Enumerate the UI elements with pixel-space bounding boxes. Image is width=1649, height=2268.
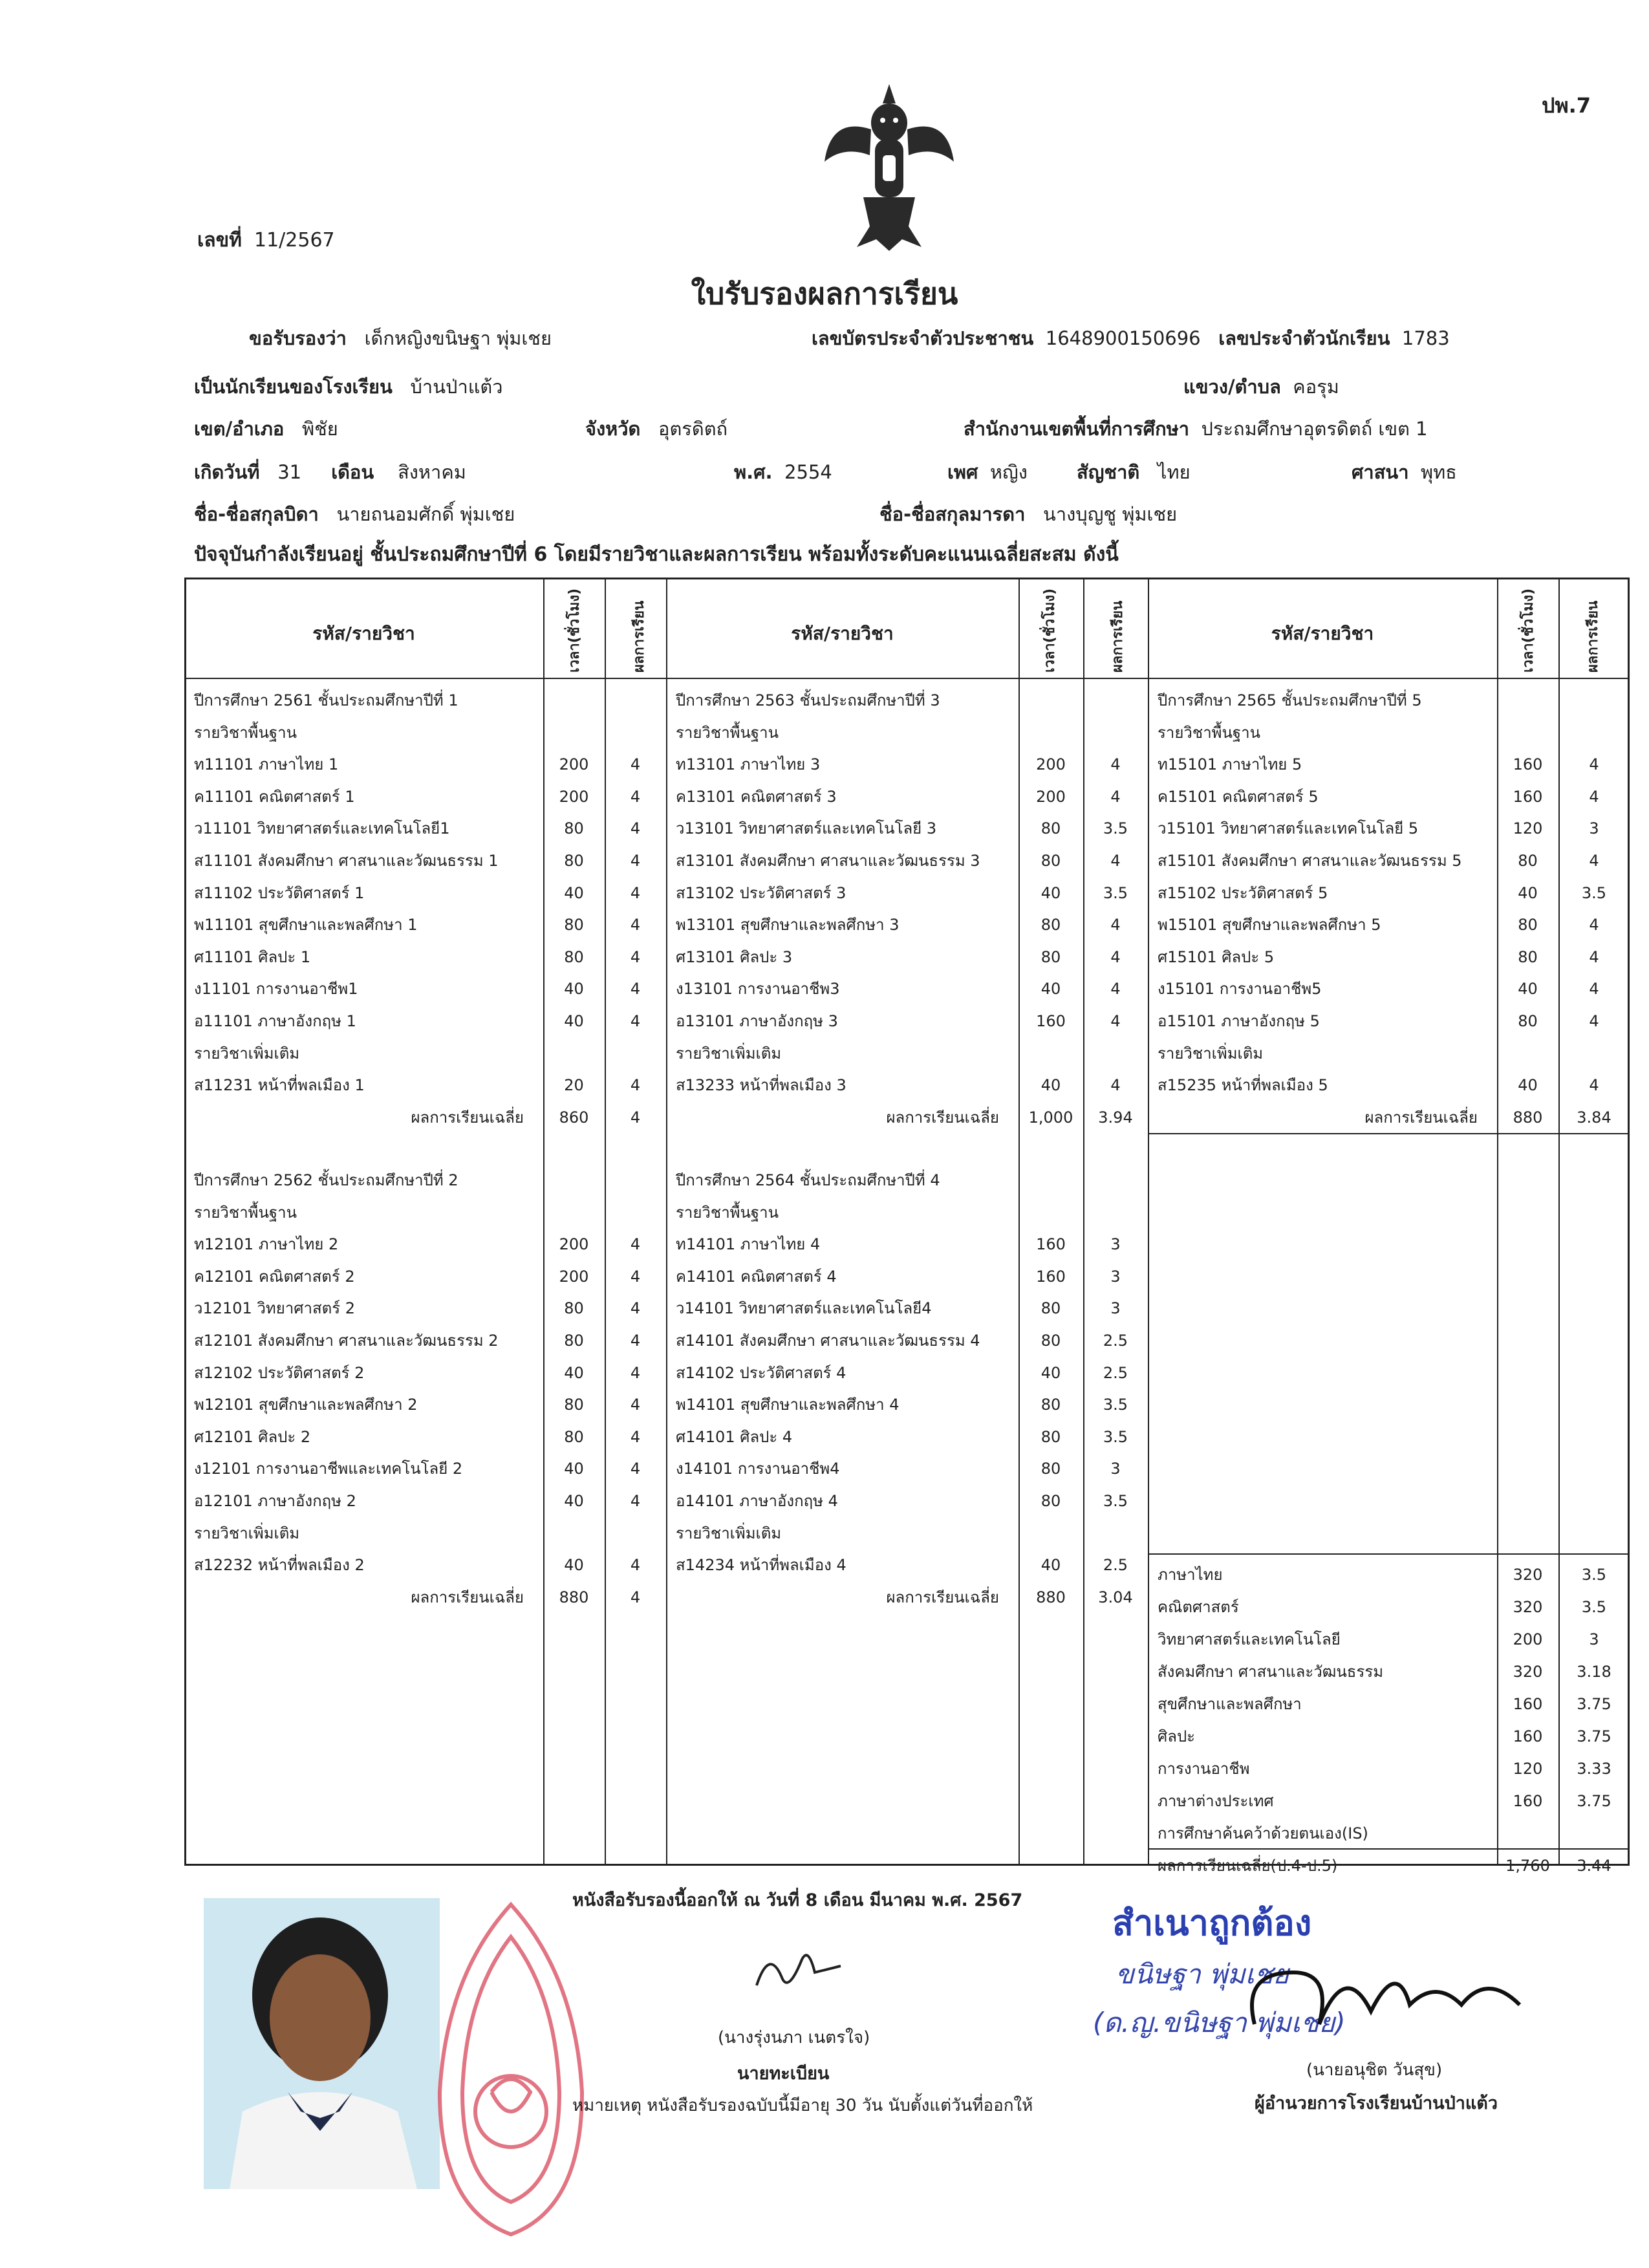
subject-name: ง14101 การงานอาชีพ4: [676, 1460, 840, 1478]
school-label: เป็นนักเรียนของโรงเรียน: [194, 376, 393, 398]
subject-grade: 4: [1589, 980, 1599, 999]
subject-column-header: รหัส/รายวิชา: [1271, 623, 1374, 644]
subject-hours: 80: [1518, 1012, 1538, 1030]
subject-grade: 4: [1589, 947, 1599, 966]
summary-group-hours: 320: [1513, 1598, 1543, 1616]
subject-hours: 80: [1040, 1396, 1061, 1414]
subject-grade: 4: [1110, 755, 1121, 774]
area-office-value: ประถมศึกษาอุตรดิตถ์ เขต 1: [1201, 418, 1428, 440]
subject-name: อ12101 ภาษาอังกฤษ 2: [194, 1492, 356, 1510]
subject-grade: 3.5: [1103, 1427, 1128, 1446]
province-label: จังหวัด: [585, 418, 641, 440]
subject-name: ส15235 หน้าที่พลเมือง 5: [1158, 1076, 1328, 1095]
subject-hours: 160: [1036, 1235, 1066, 1254]
subject-hours: 40: [1040, 980, 1061, 999]
subject-hours: 40: [1518, 883, 1538, 902]
subject-grade: 4: [1110, 1076, 1121, 1095]
subject-name: ค15101 คณิตศาสตร์ 5: [1158, 787, 1319, 806]
subject-hours: 40: [564, 1363, 584, 1382]
year-title: ปีการศึกษา 2564 ชั้นประถมศึกษาปีที่ 4: [676, 1171, 940, 1189]
subject-grade: 4: [630, 787, 641, 806]
subject-grade: 4: [630, 1332, 641, 1350]
subject-hours: 80: [1518, 947, 1538, 966]
average-label: ผลการเรียนเฉลี่ย: [886, 1108, 999, 1127]
subject-hours: 40: [564, 1492, 584, 1510]
average-grade: 3.04: [1098, 1588, 1133, 1606]
school-line: [194, 375, 503, 398]
province-value: อุตรดิตถ์: [658, 418, 728, 440]
core-subjects-label: รายวิชาพื้นฐาน: [194, 723, 297, 742]
student-photo: [204, 1898, 440, 2189]
garuda-emblem: [818, 78, 960, 255]
district-label: เขต/อำเภอ: [194, 418, 285, 440]
average-grade: 4: [630, 1588, 641, 1606]
subject-grade: 4: [630, 1012, 641, 1030]
summary-group-grade: 3.75: [1577, 1695, 1611, 1713]
subject-name: ส11101 สังคมศึกษา ศาสนาและวัฒนธรรม 1: [194, 852, 499, 870]
father-name: นายถนอมศักดิ์ พุ่มเชย: [336, 503, 515, 525]
subject-name: ส11231 หน้าที่พลเมือง 1: [194, 1076, 365, 1095]
father-label: ชื่อ-ชื่อสกุลบิดา: [194, 503, 319, 525]
birth-year-label: พ.ศ.: [734, 461, 773, 483]
subject-grade: 4: [1589, 755, 1599, 774]
subject-hours: 80: [564, 819, 584, 838]
religion-value: พุทธ: [1420, 461, 1457, 483]
core-subjects-label: รายวิชาพื้นฐาน: [676, 1203, 779, 1222]
subject-hours: 200: [559, 1267, 589, 1286]
subject-column-header: รหัส/รายวิชา: [791, 623, 894, 644]
subdistrict-value: คอรุม: [1293, 376, 1339, 398]
certify-line: [249, 327, 552, 350]
average-hours: 880: [1036, 1588, 1066, 1606]
subject-grade: 3: [1110, 1299, 1121, 1318]
subject-grade: 4: [630, 883, 641, 902]
average-label: ผลการเรียนเฉลี่ย: [411, 1588, 524, 1606]
summary-group-name: คณิตศาสตร์: [1158, 1598, 1239, 1616]
subject-name: ศ11101 ศิลปะ 1: [194, 947, 311, 966]
grade-column-header: ผลการเรียน: [1585, 600, 1601, 673]
subject-hours: 40: [564, 1556, 584, 1575]
subject-grade: 4: [630, 1492, 641, 1510]
nationality-label: สัญชาติ: [1077, 461, 1140, 483]
subject-hours: 80: [564, 947, 584, 966]
summary-group-grade: 3: [1589, 1630, 1599, 1648]
summary-group-hours: 160: [1513, 1792, 1543, 1810]
subject-name: ง13101 การงานอาชีพ3: [676, 980, 840, 999]
subject-name: ว13101 วิทยาศาสตร์และเทคโนโลยี 3: [676, 819, 937, 838]
subject-grade: 4: [1110, 947, 1121, 966]
certificate-title: ใบรับรองผลการเรียน: [691, 276, 958, 311]
subject-name: อ15101 ภาษาอังกฤษ 5: [1158, 1012, 1320, 1030]
sex-value: หญิง: [989, 461, 1028, 483]
subject-name: ส13233 หน้าที่พลเมือง 3: [676, 1076, 846, 1095]
mother-name: นางบุญชู พุ่มเชย: [1043, 503, 1178, 525]
summary-group-hours: 160: [1513, 1727, 1543, 1745]
director-title: ผู้อำนวยการโรงเรียนบ้านป่าแต้ว: [1255, 2093, 1498, 2113]
mother-line: [879, 502, 1177, 526]
subject-hours: 40: [1518, 980, 1538, 999]
subject-name: ส12101 สังคมศึกษา ศาสนาและวัฒนธรรม 2: [194, 1332, 499, 1350]
subject-hours: 160: [1036, 1267, 1066, 1286]
religion-label: ศาสนา: [1352, 461, 1409, 483]
summary-group-hours: 160: [1513, 1695, 1543, 1713]
summary-group-name: สังคมศึกษา ศาสนาและวัฒนธรรม: [1158, 1663, 1384, 1681]
subject-grade: 4: [630, 1427, 641, 1446]
subject-name: ศ15101 ศิลปะ 5: [1158, 947, 1275, 966]
subject-name: พ15101 สุขศึกษาและพลศึกษา 5: [1158, 916, 1381, 934]
subject-grade: 3.5: [1103, 1396, 1128, 1414]
director-signature: [1216, 1934, 1552, 2063]
year-title: ปีการศึกษา 2562 ชั้นประถมศึกษาปีที่ 2: [194, 1171, 458, 1189]
birth-day-label: เกิดวันที่: [194, 461, 260, 483]
summary-group-name: วิทยาศาสตร์และเทคโนโลยี: [1158, 1630, 1341, 1648]
subject-hours: 80: [1040, 916, 1061, 934]
area-office-line: [964, 417, 1428, 440]
issued-date: หนังสือรับรองนี้ออกให้ ณ วันที่ 8 เดือน มีนาคม พ.ศ. 2567: [572, 1890, 1023, 1910]
subject-hours: 80: [1040, 1332, 1061, 1350]
subject-hours: 200: [559, 755, 589, 774]
subject-grade: 4: [1589, 787, 1599, 806]
subject-hours: 40: [1040, 1363, 1061, 1382]
area-office-label: สำนักงานเขตพื้นที่การศึกษา: [964, 418, 1190, 440]
subject-hours: 160: [1036, 1012, 1066, 1030]
subject-grade: 4: [1589, 916, 1599, 934]
subject-name: ท11101 ภาษาไทย 1: [194, 755, 339, 774]
subject-hours: 80: [564, 1332, 584, 1350]
core-subjects-label: รายวิชาพื้นฐาน: [194, 1203, 297, 1222]
subject-name: ศ12101 ศิลปะ 2: [194, 1427, 311, 1446]
summary-group-grade: 3.5: [1581, 1566, 1607, 1584]
subject-hours: 80: [564, 1427, 584, 1446]
subject-name: พ12101 สุขศึกษาและพลศึกษา 2: [194, 1396, 418, 1414]
subject-name: อ14101 ภาษาอังกฤษ 4: [676, 1492, 838, 1510]
student-name: เด็กหญิงขนิษฐา พุ่มเชย: [364, 327, 552, 349]
hours-column-header: เวลา(ชั่วโมง): [566, 588, 583, 673]
document-code: ปพ.7: [1542, 93, 1591, 118]
subject-grade: 4: [630, 1235, 641, 1254]
subject-hours: 120: [1513, 819, 1543, 838]
subject-grade: 3: [1110, 1267, 1121, 1286]
school-name: บ้านป่าแต้ว: [410, 376, 503, 398]
subject-grade: 4: [630, 1299, 641, 1318]
subject-grade: 3: [1110, 1235, 1121, 1254]
subject-hours: 40: [564, 1012, 584, 1030]
subject-hours: 80: [564, 852, 584, 870]
director-name: (นายอนุชิต วันสุข): [1306, 2060, 1443, 2080]
grades-table: [184, 578, 1630, 1866]
year-title: ปีการศึกษา 2565 ชั้นประถมศึกษาปีที่ 5: [1158, 691, 1422, 709]
subject-hours: 40: [1040, 883, 1061, 902]
birth-day: 31: [277, 461, 302, 483]
subject-grade: 3.5: [1103, 819, 1128, 838]
subject-name: ง11101 การงานอาชีพ1: [194, 980, 358, 999]
subject-grade: 3.5: [1103, 1492, 1128, 1510]
birth-month: สิงหาคม: [398, 461, 466, 483]
document-number-label: เลขที่: [197, 229, 242, 252]
subject-grade: 4: [1110, 787, 1121, 806]
subject-hours: 80: [564, 1299, 584, 1318]
student-id-label: เลขประจำตัวนักเรียน: [1218, 327, 1390, 349]
subject-hours: 40: [1040, 1556, 1061, 1575]
table-column-divider: [1148, 578, 1149, 1866]
subject-name: ท15101 ภาษาไทย 5: [1158, 755, 1302, 774]
average-hours: 1,000: [1028, 1108, 1073, 1127]
document-number-value: 11/2567: [254, 229, 335, 252]
summary-group-grade: 3.33: [1577, 1760, 1611, 1778]
subject-grade: 4: [1589, 852, 1599, 870]
subject-name: ท13101 ภาษาไทย 3: [676, 755, 821, 774]
subject-grade: 3: [1589, 819, 1599, 838]
summary-group-hours: 320: [1513, 1663, 1543, 1681]
subject-grade: 4: [630, 916, 641, 934]
subject-grade: 4: [630, 755, 641, 774]
subject-grade: 4: [630, 1556, 641, 1575]
year-title: ปีการศึกษา 2563 ชั้นประถมศึกษาปีที่ 3: [676, 691, 940, 709]
subject-name: ส12102 ประวัติศาสตร์ 2: [194, 1363, 365, 1382]
subject-hours: 80: [564, 916, 584, 934]
subject-hours: 80: [1040, 947, 1061, 966]
summary-group-name: การงานอาชีพ: [1158, 1760, 1250, 1778]
district-line: [194, 417, 338, 440]
subject-name: พ14101 สุขศึกษาและพลศึกษา 4: [676, 1396, 900, 1414]
extra-subjects-label: รายวิชาเพิ่มเติม: [1158, 1044, 1264, 1063]
subject-name: ว12101 วิทยาศาสตร์ 2: [194, 1299, 356, 1318]
subject-name: ค14101 คณิตศาสตร์ 4: [676, 1267, 837, 1286]
document-number: [197, 225, 335, 255]
summary-group-name: ภาษาไทย: [1158, 1566, 1223, 1584]
subject-grade: 2.5: [1103, 1556, 1128, 1575]
subject-name: ส15101 สังคมศึกษา ศาสนาและวัฒนธรรม 5: [1158, 852, 1462, 870]
certified-copy-stamp: สำเนาถูกต้อง: [1112, 1903, 1312, 1943]
subject-grade: 3.5: [1581, 883, 1607, 902]
subject-name: อ11101 ภาษาอังกฤษ 1: [194, 1012, 356, 1030]
subject-hours: 80: [1040, 1492, 1061, 1510]
subject-name: ง12101 การงานอาชีพและเทคโนโลยี 2: [194, 1460, 463, 1478]
subject-name: ส14102 ประวัติศาสตร์ 4: [676, 1363, 846, 1382]
hours-column-header: เวลา(ชั่วโมง): [1042, 588, 1058, 673]
average-label: ผลการเรียนเฉลี่ย: [1364, 1108, 1478, 1127]
summary-group-name: การศึกษาค้นคว้าด้วยตนเอง(IS): [1158, 1824, 1368, 1842]
subject-grade: 4: [630, 1363, 641, 1382]
year-title: ปีการศึกษา 2561 ชั้นประถมศึกษาปีที่ 1: [194, 691, 458, 709]
district-value: พิชัย: [301, 418, 338, 440]
core-subjects-label: รายวิชาพื้นฐาน: [676, 723, 779, 742]
subject-name: พ13101 สุขศึกษาและพลศึกษา 3: [676, 916, 900, 934]
subdistrict-label: แขวง/ตำบล: [1183, 376, 1281, 398]
id-card-line: [812, 327, 1450, 350]
subdistrict-line: [1183, 375, 1339, 398]
subject-hours: 200: [559, 787, 589, 806]
subject-hours: 200: [1036, 787, 1066, 806]
subject-grade: 4: [630, 1460, 641, 1478]
summary-divider: [1148, 1553, 1630, 1555]
subject-hours: 80: [1040, 1299, 1061, 1318]
subject-hours: 80: [1040, 1460, 1061, 1478]
summary-group-name: สุขศึกษาและพลศึกษา: [1158, 1695, 1302, 1713]
subject-name: ค11101 คณิตศาสตร์ 1: [194, 787, 355, 806]
subject-grade: 2.5: [1103, 1363, 1128, 1382]
subject-grade: 4: [1110, 980, 1121, 999]
subject-name: ศ14101 ศิลปะ 4: [676, 1427, 793, 1446]
subject-name: ส11102 ประวัติศาสตร์ 1: [194, 883, 365, 902]
average-grade: 4: [630, 1108, 641, 1127]
subject-grade: 4: [1110, 1012, 1121, 1030]
subject-name: พ11101 สุขศึกษาและพลศึกษา 1: [194, 916, 418, 934]
subject-grade: 3: [1110, 1460, 1121, 1478]
summary-group-grade: 3.75: [1577, 1792, 1611, 1810]
subject-name: ส15102 ประวัติศาสตร์ 5: [1158, 883, 1328, 902]
religion-line: [1352, 460, 1457, 484]
subject-hours: 40: [564, 883, 584, 902]
overall-average-grade: 3.44: [1577, 1857, 1611, 1875]
overall-average-hours: 1,760: [1505, 1857, 1550, 1875]
grade-column-header: ผลการเรียน: [1110, 600, 1126, 673]
handwritten-name: ขนิษฐา พุ่มเชย: [1116, 1958, 1289, 1990]
registrar-name: (นางรุ่งนภา เนตรใจ): [718, 2028, 870, 2047]
subject-name: ส13101 สังคมศึกษา ศาสนาและวัฒนธรรม 3: [676, 852, 980, 870]
subject-name: ส12232 หน้าที่พลเมือง 2: [194, 1556, 365, 1575]
summary-group-hours: 320: [1513, 1566, 1543, 1584]
sex-label: เพศ: [947, 461, 978, 483]
subject-hours: 80: [1040, 1427, 1061, 1446]
subject-grade: 4: [1589, 1076, 1599, 1095]
subject-name: ส14101 สังคมศึกษา ศาสนาและวัฒนธรรม 4: [676, 1332, 980, 1350]
birth-line: [194, 460, 466, 484]
subject-hours: 20: [564, 1076, 584, 1095]
subject-hours: 80: [1518, 916, 1538, 934]
subject-hours: 200: [559, 1235, 589, 1254]
subject-name: ง15101 การงานอาชีพ5: [1158, 980, 1322, 999]
subject-grade: 4: [1110, 916, 1121, 934]
handwritten-full-name: (ด.ญ.ขนิษฐา พุ่มเชย): [1093, 2007, 1346, 2038]
subject-hours: 40: [564, 980, 584, 999]
subject-grade: 2.5: [1103, 1332, 1128, 1350]
subject-grade: 4: [630, 980, 641, 999]
certify-label: ขอรับรองว่า: [249, 327, 347, 349]
subject-hours: 160: [1513, 755, 1543, 774]
average-grade: 3.94: [1098, 1108, 1133, 1127]
overall-average-label: ผลการเรียนเฉลี่ย(ป.4-ป.5): [1158, 1857, 1338, 1875]
extra-subjects-label: รายวิชาเพิ่มเติม: [676, 1524, 782, 1542]
subject-grade: 4: [630, 1076, 641, 1095]
subject-name: ว14101 วิทยาศาสตร์และเทคโนโลยี4: [676, 1299, 932, 1318]
birth-month-label: เดือน: [331, 461, 374, 483]
registrar-signature: [744, 1934, 860, 2005]
student-id-number: 1783: [1401, 327, 1450, 349]
birth-year: 2554: [784, 461, 832, 483]
average-hours: 860: [559, 1108, 589, 1127]
id-card-label: เลขบัตรประจำตัวประชาชน: [812, 327, 1034, 349]
province-line: [585, 417, 727, 440]
summary-group-grade: 3.75: [1577, 1727, 1611, 1745]
subject-name: ค12101 คณิตศาสตร์ 2: [194, 1267, 355, 1286]
extra-subjects-label: รายวิชาเพิ่มเติม: [194, 1524, 300, 1542]
id-card-number: 1648900150696: [1045, 327, 1201, 349]
subject-name: อ13101 ภาษาอังกฤษ 3: [676, 1012, 838, 1030]
core-subjects-label: รายวิชาพื้นฐาน: [1158, 723, 1261, 742]
subject-hours: 40: [1518, 1076, 1538, 1095]
average-hours: 880: [1513, 1108, 1543, 1127]
subject-grade: 4: [1110, 852, 1121, 870]
subject-grade: 4: [630, 1267, 641, 1286]
table-column-divider: [666, 578, 667, 1866]
average-label: ผลการเรียนเฉลี่ย: [886, 1588, 999, 1606]
average-hours: 880: [559, 1588, 589, 1606]
subject-name: ศ13101 ศิลปะ 3: [676, 947, 793, 966]
summary-group-grade: 3.18: [1577, 1663, 1611, 1681]
subject-grade: 4: [1589, 1012, 1599, 1030]
subject-column-header: รหัส/รายวิชา: [312, 623, 415, 644]
sex-line: [947, 460, 1028, 484]
grade-column-header: ผลการเรียน: [631, 600, 647, 673]
summary-group-name: ภาษาต่างประเทศ: [1158, 1792, 1274, 1810]
subject-name: ส13102 ประวัติศาสตร์ 3: [676, 883, 846, 902]
subject-hours: 80: [564, 1396, 584, 1414]
subject-hours: 80: [1518, 852, 1538, 870]
subject-hours: 80: [1040, 819, 1061, 838]
extra-subjects-label: รายวิชาเพิ่มเติม: [194, 1044, 300, 1063]
mother-label: ชื่อ-ชื่อสกุลมารดา: [879, 503, 1026, 525]
table-row-divider: [1148, 1133, 1630, 1134]
summary-group-hours: 120: [1513, 1760, 1543, 1778]
subject-hours: 40: [564, 1460, 584, 1478]
subject-hours: 200: [1036, 755, 1066, 774]
extra-subjects-label: รายวิชาเพิ่มเติม: [676, 1044, 782, 1063]
subject-grade: 4: [630, 947, 641, 966]
subject-name: ท12101 ภาษาไทย 2: [194, 1235, 339, 1254]
summary-group-grade: 3.5: [1581, 1598, 1607, 1616]
subject-hours: 80: [1040, 852, 1061, 870]
subject-hours: 160: [1513, 787, 1543, 806]
subject-name: ว15101 วิทยาศาสตร์และเทคโนโลยี 5: [1158, 819, 1419, 838]
subject-name: ค13101 คณิตศาสตร์ 3: [676, 787, 837, 806]
subject-name: ท14101 ภาษาไทย 4: [676, 1235, 821, 1254]
subject-name: ส14234 หน้าที่พลเมือง 4: [676, 1556, 846, 1575]
subject-grade: 3.5: [1103, 883, 1128, 902]
hours-column-header: เวลา(ชั่วโมง): [1520, 588, 1536, 673]
nationality-line: [1077, 460, 1191, 484]
subject-name: ว11101 วิทยาศาสตร์และเทคโนโลยี1: [194, 819, 450, 838]
school-seal: [414, 1898, 608, 2247]
birth-year-line: [734, 460, 832, 484]
subject-grade: 4: [630, 819, 641, 838]
nationality-value: ไทย: [1157, 461, 1191, 483]
table-header-divider: [184, 678, 1630, 679]
validity-note: หมายเหตุ หนังสือรับรองฉบับนี้มีอายุ 30 วัน นับตั้งแต่วันที่ออกให้: [572, 2096, 1033, 2115]
average-label: ผลการเรียนเฉลี่ย: [411, 1108, 524, 1127]
summary-group-name: ศิลปะ: [1158, 1727, 1196, 1745]
registrar-title: นายทะเบียน: [737, 2064, 830, 2084]
father-line: [194, 502, 515, 526]
subject-hours: 40: [1040, 1076, 1061, 1095]
current-status: ปัจจุบันกำลังเรียนอยู่ ชั้นประถมศึกษาปีที่ 6 โดยมีรายวิชาและผลการเรียน พร้อมทั้งระดับคะแนนเฉลี่ยสะสม ดังนี้: [194, 543, 1119, 566]
summary-group-hours: 200: [1513, 1630, 1543, 1648]
subject-grade: 4: [630, 852, 641, 870]
average-grade: 3.84: [1577, 1108, 1611, 1127]
subject-grade: 4: [630, 1396, 641, 1414]
